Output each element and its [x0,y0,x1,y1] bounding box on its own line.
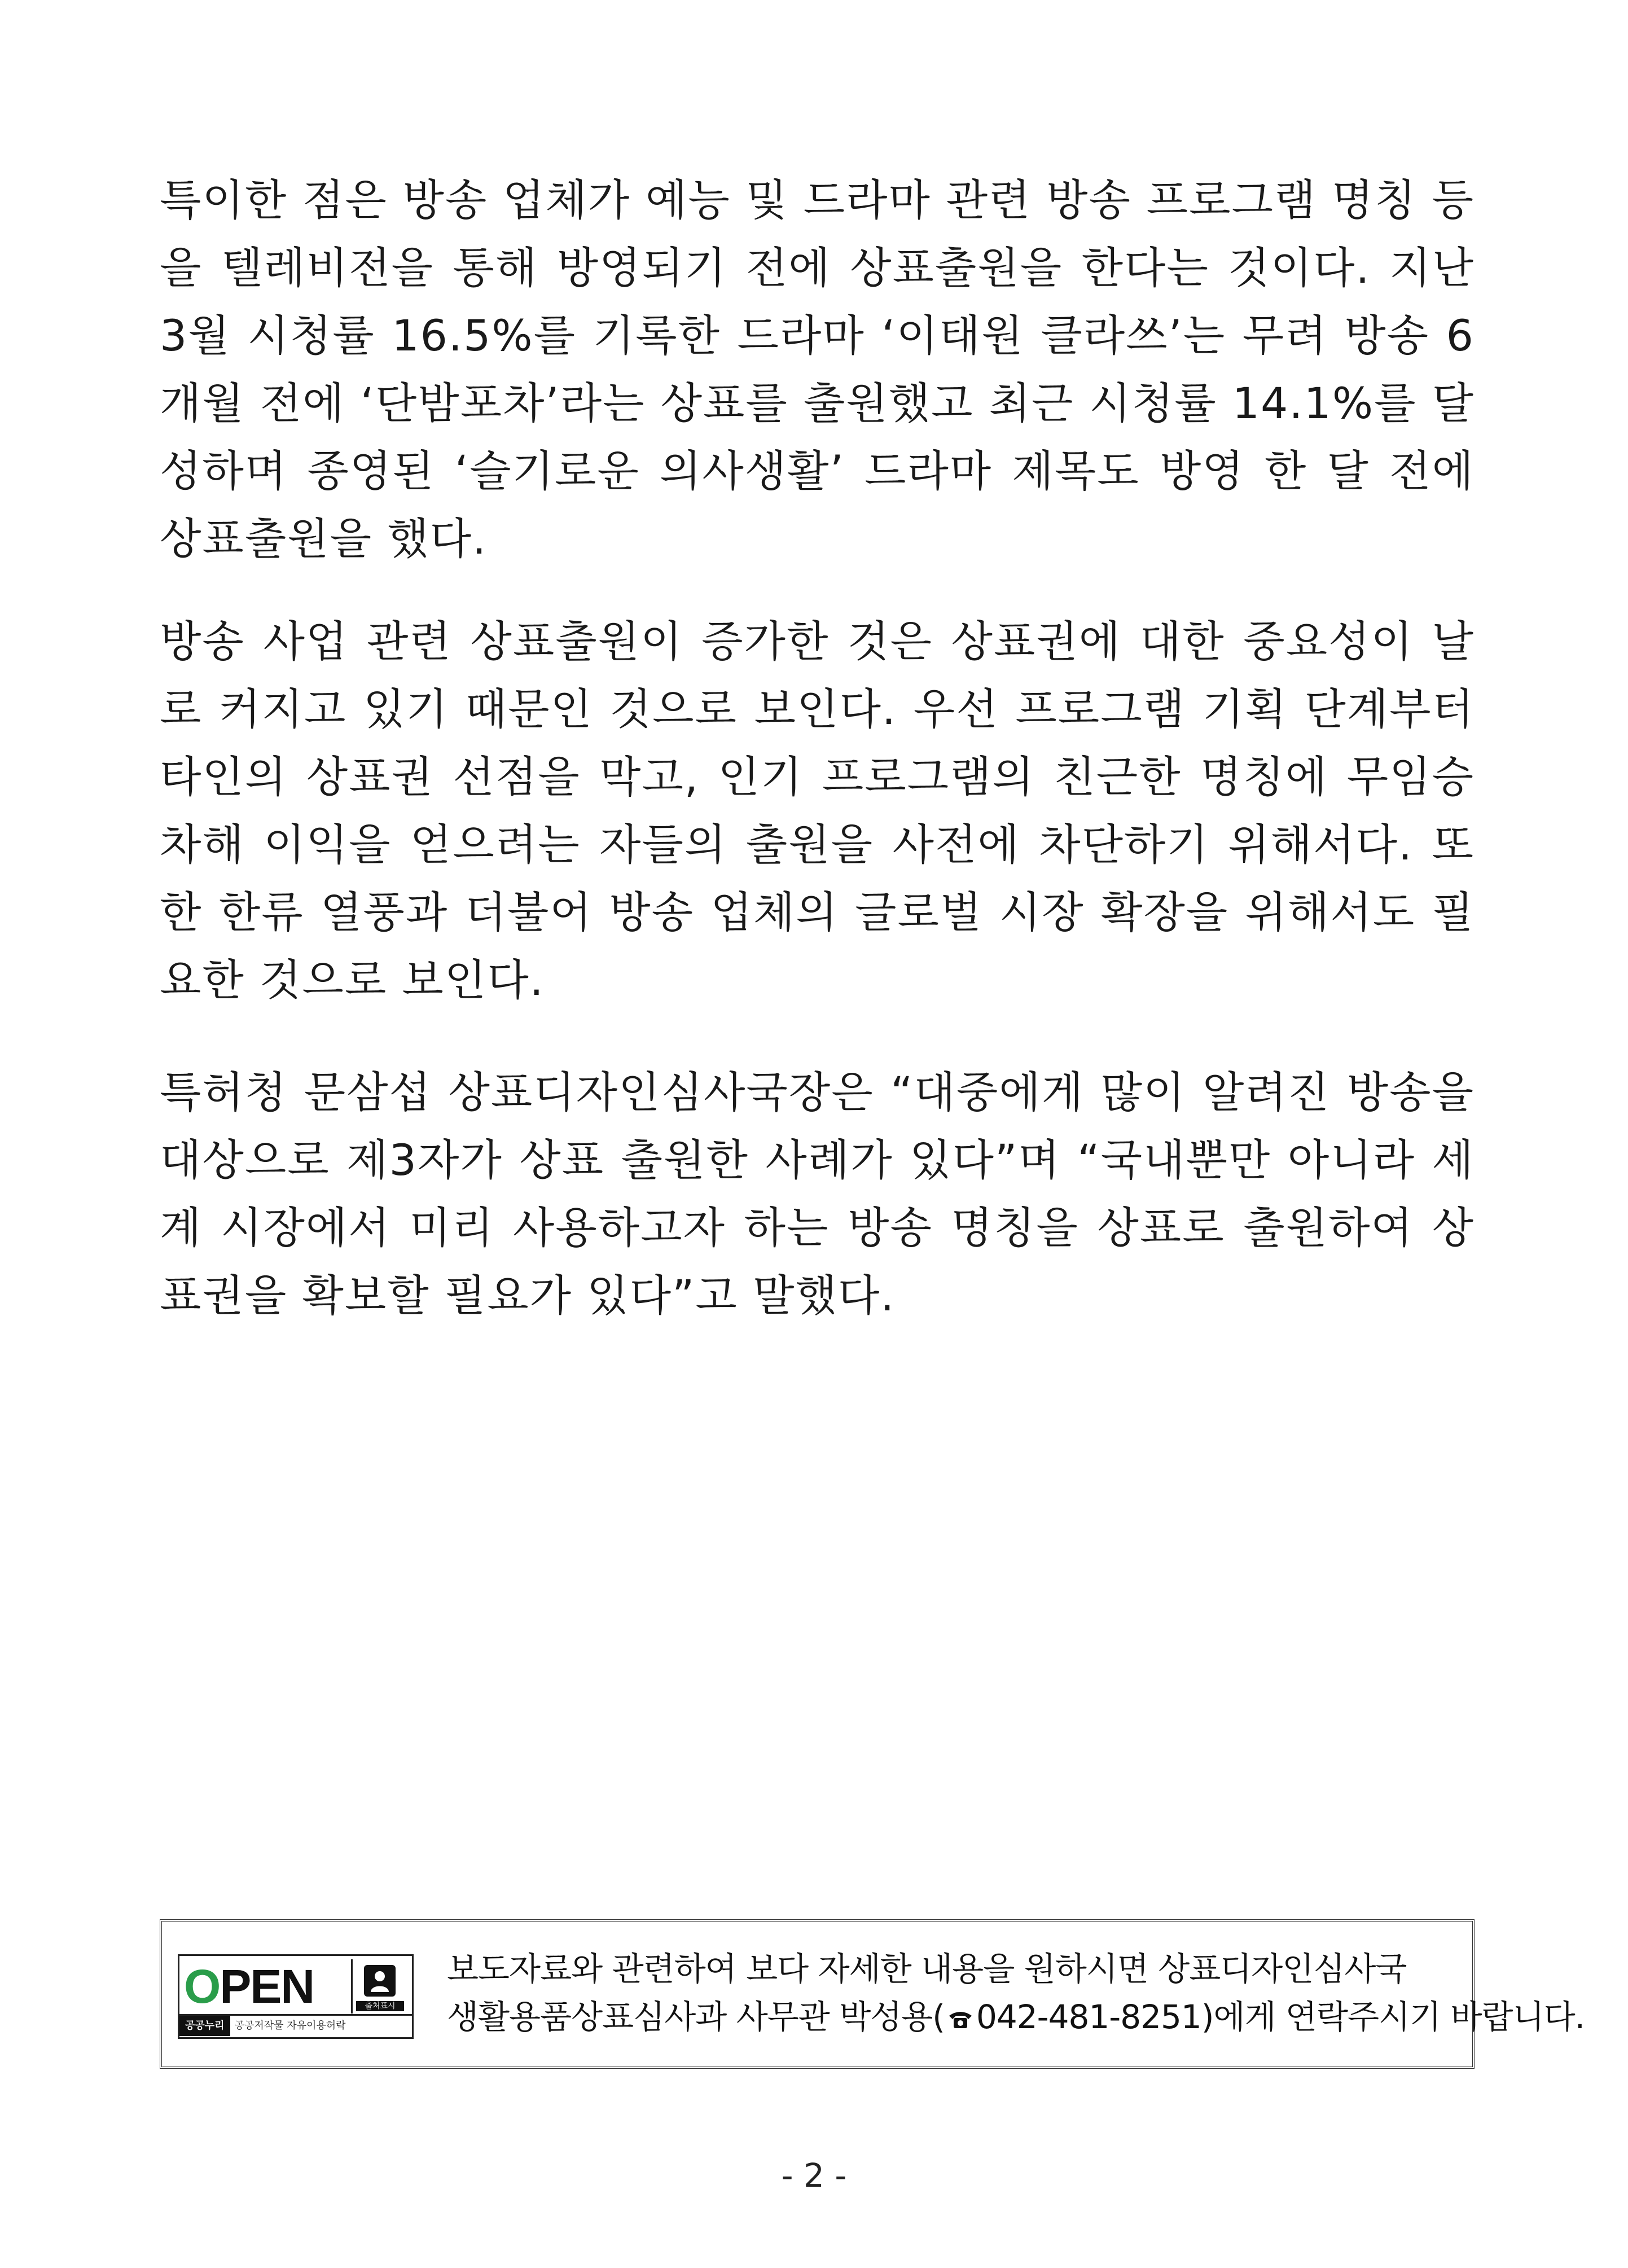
phone-icon [947,1995,974,2043]
attribution-label: 출처표시 [356,2001,404,2011]
contact-phone: 042-481-8251 [976,1998,1201,2036]
open-logo [184,1959,342,2013]
contact-line-1: 보도자료와 관련하여 보다 자세한 내용을 원하시면 상표디자인심사국 [447,1950,1407,1988]
attribution-mark [351,1959,407,2013]
contact-line-2-after: )에게 연락주시기 바랍니다. [1201,1998,1585,2036]
kogl-caption [179,2014,412,2037]
kogl-name: 공공누리 [179,2016,230,2036]
contact-info-box [160,1919,1585,2069]
contact-text [447,1945,1585,2043]
paragraph-3: 특허청 문삼섭 상표디자인심사국장은 “대중에게 많이 알려진 방송을 대상으로 제3자가 상표 출원한 사례가 있다”며 “국내뿐만 아니라 세계 시장에서 미리 사용하고자 하는 방송 명칭을 상표로 출원하여 상표권을 확보할 필요가 있다”고 말했다. [160,1067,1475,1321]
page-number: - 2 - [781,2156,847,2195]
kogl-license: 공공저작물 자유이용허락 [234,2020,346,2032]
contact-line-2 [447,1993,1585,2043]
open-logo-o: O [184,1960,220,2013]
paragraph-2: 방송 사업 관련 상표출원이 증가한 것은 상표권에 대한 중요성이 날로 커지고 있기 때문인 것으로 보인다. 우선 프로그램 기획 단계부터 타인의 상표권 선점을 막고, 인기 프로그램의 친근한 명칭에 무임승차해 이익을 얻으려는 자들의 출원을 사전에 차단하기 위해서다. 또한 한류 열풍과 더불어 방송 업체의 글로벌 시장 확장을 위해서도 필요한 것으로 보인다. [160,616,1475,1005]
paragraph-1: 특이한 점은 방송 업체가 예능 및 드라마 관련 방송 프로그램 명칭 등을 텔레비전을 통해 방영되기 전에 상표출원을 한다는 것이다. 지난 3월 시청률 16.5%를 기록한 드라마 ‘이태원 클라쓰’는 무려 방송 6개월 전에 ‘단밤포차’라는 상표를 출원했고 최근 시청률 14.1%를 달성하며 종영된 ‘슬기로운 의사생활’ 드라마 제목도 방영 한 달 전에 상표출원을 했다. [160,175,1475,564]
kogl-open-badge [178,1954,414,2039]
contact-line-2-before: 생활용품상표심사과 사무관 박성용( [447,1998,945,2036]
person-icon [363,1964,397,1998]
open-logo-rest: PEN [220,1960,314,2013]
